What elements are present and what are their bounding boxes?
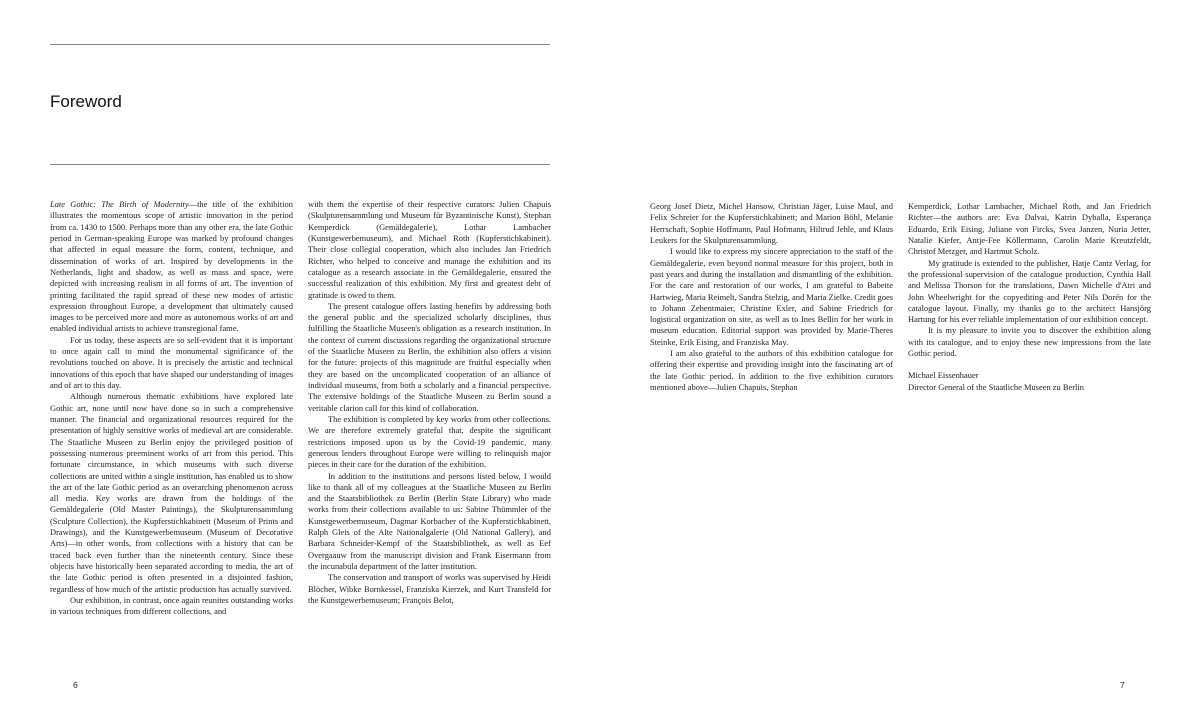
paragraph: For us today, these aspects are so self-evident that it is important to once again call to mind the monumental significance of the revolutions touched on above. It is precisely the artistic and technical innovations of this epoch that have shaped our understanding of images and of art to this day. xyxy=(50,334,293,390)
signature-name: Michael Eissenhauer xyxy=(908,370,979,381)
paragraph: Kemperdick, Lothar Lambacher, Michael Roth, and Jan Friedrich Richter—the authors are: Eva Dalvai, Katrin Dyballa, Esperança Eduardo, Erik Eising, Juliane von Fircks, Svea Janzen, Nuria Jetter, Natalie Kiefer, Antje-Fee Köllermann, Carolin Marie Kreutzfeldt, Christof Metzger, and Hartmut Scholz. xyxy=(908,201,1151,257)
bottom-rule xyxy=(50,164,550,165)
paragraph: It is my pleasure to invite you to discover the exhibition along with its catalogue, and to enjoy these new impressions from the late Gothic period. xyxy=(908,325,1151,359)
paragraph-text: —the title of the exhibition illustrates the momentous scope of artistic innovation in the period from ca. 1430 to 1500. Perhaps more than any other era, the late Gothic period in German-speaking Europe was marked by profound changes that affected in equal measure the form, content, technique, and dissemination of works of art. Inspired by developments in the Netherlands, light and shadow, as well as mass and space, were depicted with increasing realism in all forms of art. The invention of printing facilitated the rapid spread of these new modes of artistic expression throughout Europe, a development that ultimately caused images to be perceived more and more as autonomous works of art and enabled individual artists to achieve transregional fame. xyxy=(50,199,293,334)
paragraph: Although numerous thematic exhibitions have explored late Gothic art, none until now have done so in such a comprehensive manner. The financial and organizational resources required for the presentation of highly sensitive works of medieval art are considerable. The Staatliche Museen zu Berlin enjoy the privileged position of possessing numerous preeminent works of art from this period. This fortunate circumstance, in which museums with such diverse collections are united within a single institution, has enabled us to show the art of the late Gothic period as an overarching phenomenon across all media. Key works are drawn from the holdings of the Gemäldegalerie (Old Master Paintings), the Skulpturensammlung (Sculpture Collection), the Kupferstichkabinett (Museum of Prints and Drawings), and the Kunstgewerbemuseum (Museum of Decorative Arts)—in other words, from collections with a history that can be traced back even further than the nineteenth century. Since these objects have historically been separated according to media, the art of the late Gothic period is often presented in a disjointed fashion, regardless of how much of the artistic production has actually survived. xyxy=(50,391,293,594)
exhibition-title-italic: Late Gothic: The Birth of Modernity xyxy=(50,199,189,209)
text-column-4 xyxy=(908,201,1151,393)
paragraph: In addition to the institutions and persons listed below, I would like to thank all of my colleagues at the Staatliche Museen zu Berlin and the Staatsbibliothek zu Berlin (Berlin State Library) who made works from their collections available to us: Sabine Thümmler of the Kunstgewerbemuseum, Dagmar Korbacher of the Kupferstichkabinett, Ralph Gleis of the Alte Nationalgalerie (Old National Gallery), and Barbara Schneider-Kempf of the Staatsbibliothek, as well as Eef Overgaauw from the manuscript division and Frank Eisermann from the incunabula department of the latter institution. xyxy=(308,470,551,571)
text-column-3 xyxy=(650,201,893,393)
page-title: Foreword xyxy=(50,92,122,111)
top-rule xyxy=(50,44,550,45)
paragraph: My gratitude is extended to the publisher, Hatje Cantz Verlag, for the professional supervision of the catalogue production, Cynthia Hall and Melissa Thorson for the translations, Dawn Michelle d'Atri and John Wheelwright for the copyediting and Peter Nils Dorén for the catalogue layout. Finally, my thanks go to the architect Hansjörg Hartung for his ever reliable implementation of our exhibition concept. xyxy=(908,257,1151,325)
paragraph: The present catalogue offers lasting benefits by addressing both the general public and the specialized scholarly disciplines, thus fulfilling the Staatliche Museen's obligation as a research institution. In the context of current discussions regarding the organizational structure of the Staatliche Museen zu Berlin, the exhibition also offers a vision for the future: projects of this magnitude are fruitful especially when they are based on the uncomplicated cooperation of an alliance of individual museums, from both a scholarly and a financial perspective. The extensive holdings of the Staatliche Museen zu Berlin sound a veritable clarion call for this kind of collaboration. xyxy=(308,300,551,413)
signature-title: Director General of the Staatliche Museen zu Berlin xyxy=(908,381,1084,392)
paragraph: Our exhibition, in contrast, once again reunites outstanding works in various techniques from different collections, and xyxy=(50,594,293,617)
paragraph xyxy=(50,199,293,335)
paragraph: Georg Josef Dietz, Michel Hansow, Christian Jäger, Luise Maul, and Felix Schreier for the Kupferstichkabinett; and Marion Böhl, Melanie Herrschaft, Sophie Hoffmann, Paul Hofmann, Hiltrud Jehle, and Klaus Leukers for the Skulpturensammlung. xyxy=(650,201,893,245)
paragraph: The exhibition is completed by key works from other collections. We are therefore extremely grateful that, despite the significant restrictions imposed upon us by the Covid-19 pandemic, many generous lenders throughout Europe were willing to relinquish major pieces in their care for the duration of the exhibition. xyxy=(308,413,551,470)
text-column-1 xyxy=(50,199,293,618)
paragraph: with them the expertise of their respective curators: Julien Chapuis (Skulpturensammlung und Museum für Byzantinische Kunst), Stephan Kemperdick (Gemäldegalerie), Lothar Lambacher (Kunstgewerbemuseum), and Michael Roth (Kupferstichkabinett). Their close collegial cooperation, which also includes Jan Friedrich Richter, who helped to conceive and manage the exhibition and its catalogue as a research associate in the Gemäldegalerie, ensured the successful realization of this exhibition. My first and greatest debt of gratitude is owed to them. xyxy=(308,199,551,300)
paragraph: I would like to express my sincere appreciation to the staff of the Gemäldegalerie, even beyond normal measure for this project, both in past years and during the installation and dismantling of the exhibition. For the care and restoration of our works, I am grateful to Babette Hartwieg, Maria Reimelt, Sandra Stelzig, and Maria Zielke. Credit goes to Johann Zehentmaier, Christine Exler, and Sabine Friedrich for logistical organization on site, as well as to Ines Bellin for her work in museum education. Editorial support was provided by Marie-Theres Steinke, Erik Eising, and Franziska May. xyxy=(650,246,893,347)
page-number-left: 6 xyxy=(73,680,78,690)
paragraph: The conservation and transport of works was supervised by Heidi Blöcher, Wibke Bornkessel, Franziska Kierzek, and Kurt Transfeld for the Kunstgewerbemuseum; François Belot, xyxy=(308,572,551,605)
page-number-right: 7 xyxy=(1120,680,1125,690)
text-column-2 xyxy=(308,199,551,606)
paragraph: I am also grateful to the authors of this exhibition catalogue for offering their expertise and providing insight into the fascinating art of the late Gothic period. In addition to the five exhibition curators mentioned above—Julien Chapuis, Stephan xyxy=(650,348,893,392)
